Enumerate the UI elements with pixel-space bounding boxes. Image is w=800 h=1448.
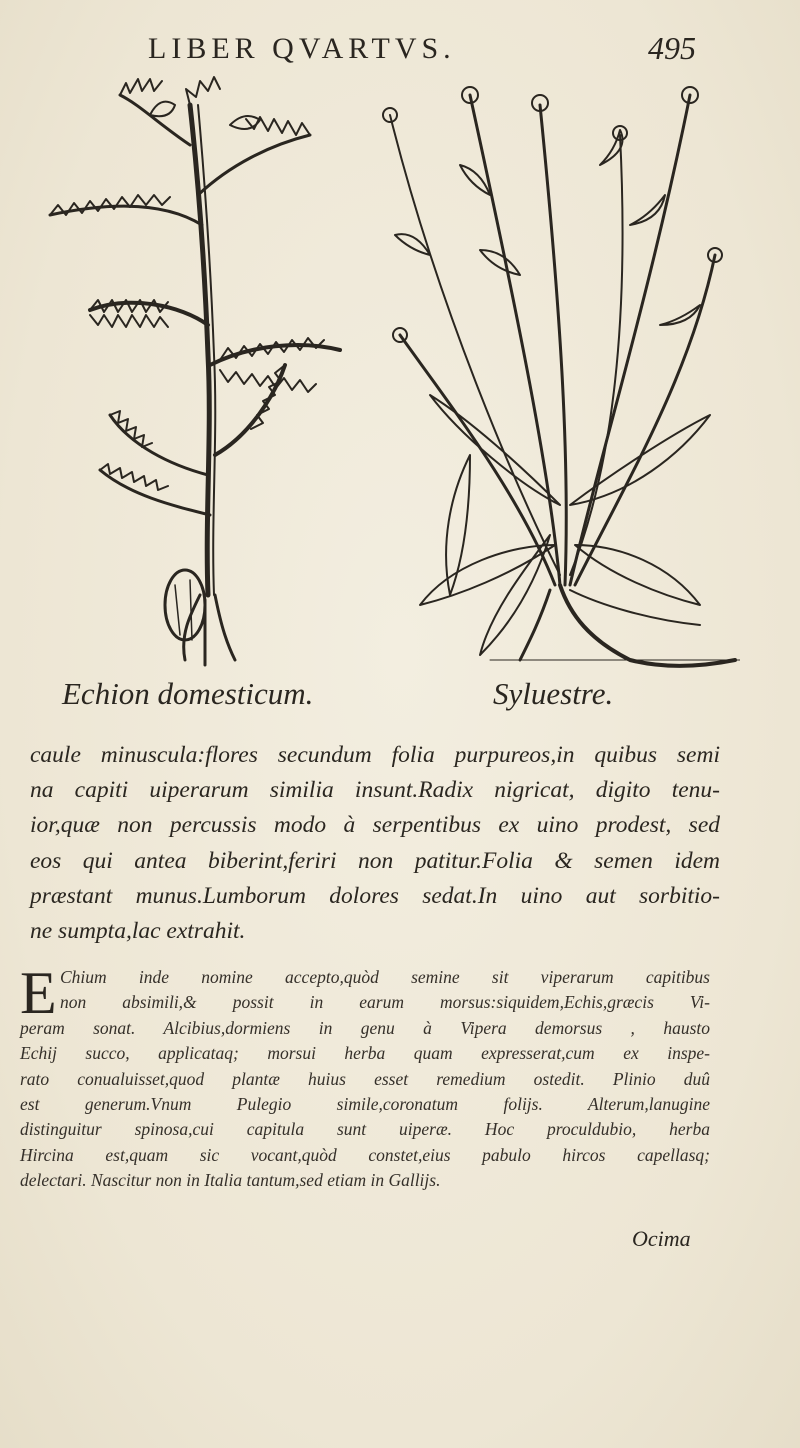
text-line: non absimili,& possit in earum morsus:siquidem,Echis,græcis Vi- [60, 992, 710, 1013]
caption-echion-domesticum: Echion domesticum. [62, 676, 314, 711]
page-number: 495 [648, 30, 696, 66]
woodcut-echion-domesticum [30, 75, 360, 670]
text-line: caule minuscula:flores secundum folia purpureos,in quibus semi [30, 742, 720, 768]
text-line: ne sumpta,lac extrahit. [30, 918, 246, 945]
text-line: eos qui antea biberint,feriri non patitur.Folia & semen idem [30, 847, 720, 874]
running-head [0, 28, 800, 68]
text-line: na capiti uiperarum similia insunt.Radix nigricat, digito tenu- [30, 777, 720, 804]
text-line: præstant munus.Lumborum dolores sedat.In uino aut sorbitio- [30, 882, 720, 909]
main-text-block [30, 738, 720, 949]
woodcut-echion-syluestre [370, 75, 740, 670]
text-line: Echij succo, applicataq; morsui herba quam expresserat,cum ex inspe- [20, 1043, 710, 1064]
drop-cap: E [20, 960, 57, 1026]
text-line: peram sonat. Alcibius,dormiens in genu à Vipera demorsus , hausto [20, 1017, 710, 1038]
catchword: Ocima [632, 1226, 691, 1251]
commentary-text-block [20, 960, 710, 1194]
text-line: Chium inde nomine accepto,quòd semine sit viperarum capitibus [60, 967, 710, 987]
caption-syluestre: Syluestre. [493, 676, 614, 711]
running-title: LIBER QVARTVS. [148, 32, 456, 65]
text-line: Hircina est,quam sic vocant,quòd constet,eius pabulo hircos capellasq; [20, 1144, 710, 1165]
text-line: delectari. Nascitur non in Italia tantum,sed etiam in Gallijs. [20, 1170, 441, 1191]
text-line: distinguitur spinosa,cui capitula sunt uiperæ. Hoc proculdubio, herba [20, 1119, 710, 1140]
text-line: ior,quæ non percussis modo à serpentibus ex uino prodest, sed [30, 812, 720, 839]
text-line: est generum.Vnum Pulegio simile,coronatum folijs. Alterum,lanugine [20, 1094, 710, 1115]
text-line: rato conualuisset,quod plantæ huius esset remedium ostedit. Plinio duû [20, 1068, 710, 1089]
